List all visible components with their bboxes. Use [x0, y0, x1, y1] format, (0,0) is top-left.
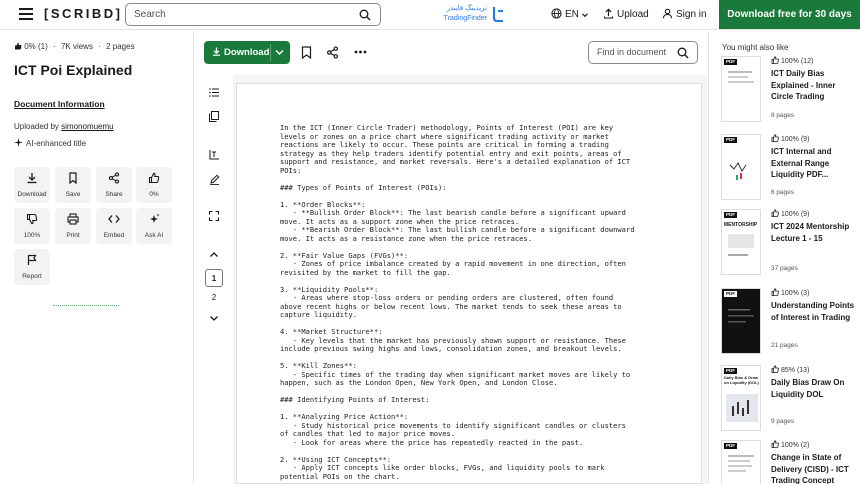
recommendation-rating: [771, 134, 809, 143]
download-button-label: Download: [224, 47, 270, 58]
download-free-cta-button[interactable]: Download free for 30 days: [719, 0, 860, 29]
rating-text: 0% (1): [24, 42, 48, 51]
thumbs-up-icon: [148, 172, 160, 184]
uploaded-prefix: Uploaded by: [14, 122, 59, 131]
rating-value: 100% (12): [781, 58, 814, 65]
thumbs-up-icon: [771, 365, 779, 373]
chevron-down-icon: [581, 11, 589, 19]
recommendation-item[interactable]: [721, 288, 860, 360]
recommendation-title[interactable]: Change in State of Delivery (CISD) - ICT Trading Concept: [771, 453, 849, 484]
report-action-label: Report: [22, 273, 42, 280]
print-action[interactable]: [55, 208, 91, 244]
dislike-action-label: 100%: [23, 232, 41, 239]
signin-label: Sign in: [676, 9, 707, 20]
pdf-tag: PDF: [726, 212, 735, 217]
recommendation-title[interactable]: ICT Daily Bias Explained - Inner Circle Trading: [771, 69, 836, 101]
divider-line: [53, 305, 119, 306]
thumbnail-preview: [722, 210, 761, 275]
viewer-side-tools: [195, 75, 233, 484]
watermark-en-text: TradingFinder: [443, 15, 487, 22]
print-action-label: Print: [66, 232, 80, 239]
search-input[interactable]: [125, 3, 381, 26]
rating-value: 100% (3): [781, 290, 810, 297]
recommendation-rating: [771, 209, 809, 218]
recommendation-thumbnail[interactable]: [721, 134, 761, 200]
download-button-main[interactable]: [204, 41, 270, 64]
recommendation-pages: 6 pages: [771, 189, 795, 196]
language-selector[interactable]: [551, 8, 589, 20]
more-options-icon[interactable]: [354, 50, 367, 54]
upload-label: Upload: [617, 9, 649, 20]
recommendation-thumbnail[interactable]: [721, 440, 761, 484]
recommendation-rating: [771, 440, 809, 449]
download-button-separator: [270, 44, 271, 61]
document-page: [236, 83, 702, 484]
recommendation-title[interactable]: Daily Bias Draw On Liquidity DOL: [771, 378, 845, 399]
chevron-up-icon[interactable]: [209, 251, 219, 258]
share-icon[interactable]: [326, 46, 339, 59]
thumbs-up-icon: [771, 288, 779, 296]
pdf-tag: PDF: [726, 368, 735, 373]
thumbs-up-icon: [771, 56, 779, 64]
pages-thumbnail-icon[interactable]: [209, 111, 219, 122]
recommendation-pages: 37 pages: [771, 265, 798, 272]
top-header: [0, 0, 860, 30]
like-action-label: 0%: [149, 191, 159, 198]
outline-list-icon[interactable]: [209, 88, 219, 97]
recommendation-title[interactable]: Understanding Points of Interest in Trading: [771, 301, 855, 322]
document-information-link[interactable]: Document Information: [14, 99, 105, 109]
uploaded-by: [14, 122, 114, 131]
chevron-down-icon[interactable]: [275, 49, 284, 56]
tradingfinder-logo-icon: [492, 6, 505, 22]
document-title: ICT Poi Explained: [14, 62, 133, 78]
find-placeholder: Find in document: [597, 47, 667, 57]
chevron-down-icon[interactable]: [209, 315, 219, 322]
document-info-panel: [0, 31, 194, 484]
recommendation-item[interactable]: [721, 440, 860, 484]
thumbs-down-icon: [26, 213, 38, 225]
user-icon: [662, 8, 673, 19]
language-label: EN: [565, 9, 579, 20]
flag-icon: [26, 254, 38, 266]
pdf-tag: PDF: [726, 443, 735, 448]
recommendation-rating: [771, 288, 809, 297]
find-in-document-input[interactable]: [588, 41, 698, 64]
recommendations-heading: You might also like: [722, 43, 789, 52]
bookmark-icon[interactable]: [301, 46, 312, 59]
document-toolbar: [195, 31, 707, 75]
rating-value: 100% (9): [781, 136, 810, 143]
rating-value: 100% (2): [781, 442, 810, 449]
thumbs-up-icon: [14, 42, 22, 50]
recommendation-thumbnail[interactable]: [721, 56, 761, 122]
search-icon[interactable]: [677, 47, 689, 59]
search-placeholder: Search: [134, 9, 166, 20]
embed-icon: [108, 213, 120, 225]
pdf-tag: PDF: [726, 291, 735, 296]
tradingfinder-watermark: [437, 3, 507, 27]
thumbnail-heading: Daily Bias & Draw on Liquidity (DOL): [724, 375, 759, 385]
upload-icon: [603, 8, 614, 19]
recommendation-rating: [771, 56, 813, 65]
sparkle-icon: [14, 138, 23, 147]
recommendation-thumbnail[interactable]: [721, 288, 761, 354]
recommendation-thumbnail[interactable]: [721, 365, 761, 431]
bookmark-icon: [67, 172, 79, 184]
hamburger-menu-icon[interactable]: [19, 8, 33, 20]
recommendation-pages: 21 pages: [771, 342, 798, 349]
share-action[interactable]: [96, 167, 132, 203]
recommendation-title[interactable]: ICT Internal and External Range Liquidity PDF...: [771, 147, 832, 179]
document-meta: 0% (1) · 7K views · 2 pages: [14, 42, 135, 51]
recommendation-item[interactable]: [721, 365, 860, 437]
text-select-icon[interactable]: [209, 149, 220, 160]
download-action[interactable]: [14, 167, 50, 203]
scribd-logo[interactable]: [SCRIBD]: [44, 6, 123, 21]
uploader-link[interactable]: simonomuemu: [61, 122, 114, 131]
ai-title-label: AI-enhanced title: [26, 139, 87, 148]
recommendation-item[interactable]: [721, 134, 860, 206]
pdf-tag: PDF: [726, 137, 735, 142]
ask-ai-action[interactable]: [136, 208, 172, 244]
rating-value: 85% (13): [781, 367, 810, 374]
ai-enhanced-title: [14, 138, 86, 148]
share-action-label: Share: [105, 191, 123, 198]
save-action-label: Save: [65, 191, 81, 198]
page-number-next[interactable]: 2: [211, 293, 217, 302]
recommendation-thumbnail[interactable]: [721, 209, 761, 275]
thumbnail-preview: [722, 289, 761, 354]
views-text: 7K views: [60, 42, 93, 51]
watermark-fa-text: تریدینگ فایندر: [446, 5, 487, 12]
download-button[interactable]: [204, 41, 290, 64]
download-icon: [26, 172, 38, 184]
document-body-text: In the ICT (Inner Circle Trader) methodology, Points of Interest (POI) are key levels or zones on a price chart where significant trading activity or market reactions are likely to occur. These points are critical in forming a trading strategy as they help traders identify potential entry and exit points, areas of support and resistance, and market reversals. Here's a detailed explanation of ICT POIs: ### Types of Points of Interest (POIs): 1. **Order Blocks**: - **Bullish Order Block**: The last bearish candle before a significant upward move. It acts as a support zone when the price retraces. - **Bearish Order Block**: The last bullish candle before a significant downward move. It acts as a resistance zone when the price retraces. 2. **Fair Value Gaps (FVGs)**: - Zones of price imbalance created by a rapid movement in one direction, often revisited by the market to fill the gap. 3. **Liquidity Pools**: - Areas where stop-loss orders or pending orders are clustered, often found above recent highs or below recent lows. The market tends to seek these areas to capture liquidity. 4. **Market Structure**: - Key levels that the market has previously shown support or resistance. These include previous swing highs and lows, consolidation zones, and breakout levels. 5. **Kill Zones**: - Specific times of the trading day when significant market moves are likely to happen, such as the London Open, New York Open, and London Close. ### Identifying Points of Interest: 1. **Analyzing Price Action**: - Study historical price movements to identify significant candles or clusters of candles that led to major price moves. - Look for areas where the price has repeatedly reacted in the past. 2. **Using ICT Concepts**: - Apply ICT concepts like order blocks, FVGs, and liquidity pools to mark potential POIs on the chart.: [280, 123, 635, 481]
upload-button[interactable]: [603, 8, 649, 20]
print-icon: [67, 213, 79, 225]
recommendation-rating: [771, 365, 809, 374]
embed-action-label: Embed: [103, 232, 125, 239]
search-icon[interactable]: [359, 9, 371, 21]
thumbnail-heading: MENTORSHIP: [724, 222, 758, 228]
recommendation-item[interactable]: [721, 56, 860, 128]
ask-ai-action-label: Ask AI: [144, 232, 164, 239]
globe-icon: [551, 8, 562, 19]
recommendation-item[interactable]: [721, 209, 860, 281]
like-action[interactable]: [136, 167, 172, 203]
recommendation-pages: 9 pages: [771, 418, 795, 425]
recommendation-title[interactable]: ICT 2024 Mentorship Lecture 1 - 15: [771, 222, 850, 243]
rating-value: 100% (9): [781, 211, 810, 218]
fullscreen-icon[interactable]: [209, 211, 219, 221]
page-number-current[interactable]: 1: [205, 269, 223, 287]
pages-text: 2 pages: [106, 42, 135, 51]
pdf-tag: PDF: [726, 59, 735, 64]
dislike-action[interactable]: [14, 208, 50, 244]
thumbs-up-icon: [771, 134, 779, 142]
embed-action[interactable]: [96, 208, 132, 244]
save-action[interactable]: [55, 167, 91, 203]
recommendations-panel: [708, 31, 860, 484]
signin-button[interactable]: [662, 8, 707, 20]
thumbs-up-icon: [771, 209, 779, 217]
annotate-pen-icon[interactable]: [209, 174, 220, 185]
thumbs-up-icon: [771, 440, 779, 448]
recommendation-pages: 8 pages: [771, 112, 795, 119]
thumbnail-preview: [722, 57, 761, 122]
download-icon: [212, 47, 221, 56]
sparkle-icon: [148, 213, 160, 225]
download-action-label: Download: [17, 191, 47, 198]
thumbnail-chart-preview: [722, 135, 761, 200]
share-icon: [108, 172, 120, 184]
report-action[interactable]: [14, 249, 50, 285]
